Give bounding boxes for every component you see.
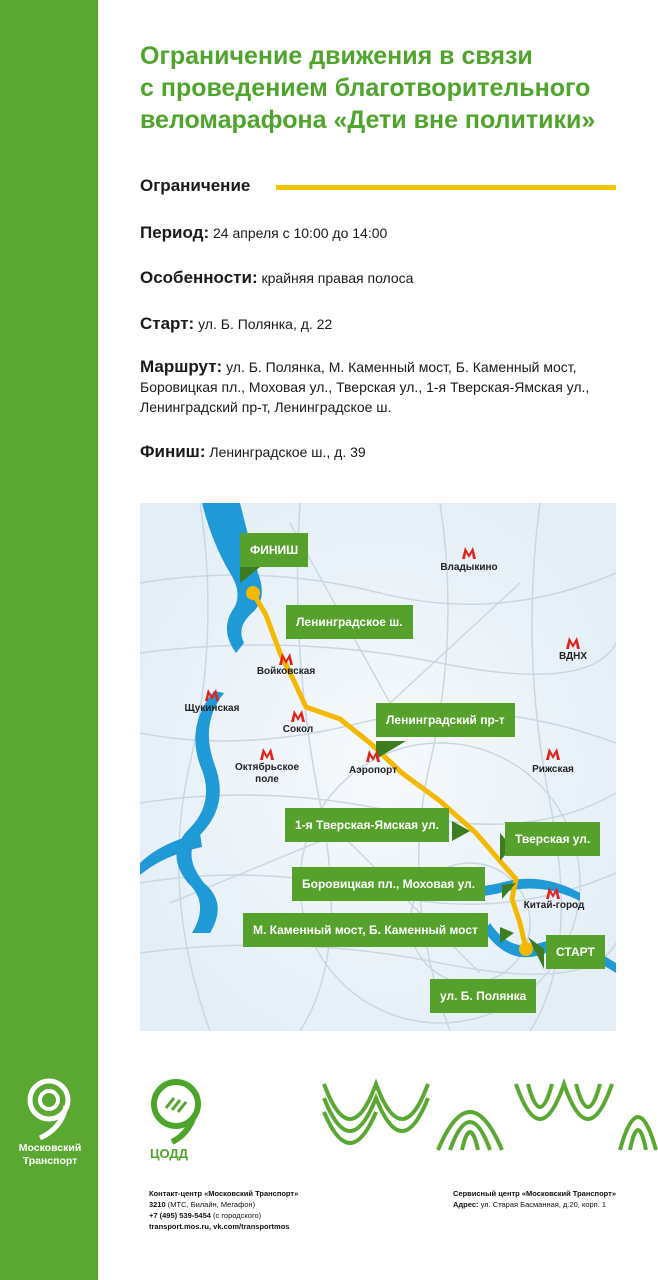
label-kamenny: М. Каменный мост, Б. Каменный мост (243, 913, 488, 947)
start-point (519, 942, 533, 956)
field-period-value: 24 апреля с 10:00 до 14:00 (213, 225, 388, 241)
field-start-value: ул. Б. Полянка, д. 22 (198, 316, 333, 332)
contact-phone-note: (с городского) (213, 1211, 262, 1220)
contact-short-note: (МТС, Билайн, Мегафон) (167, 1200, 256, 1209)
field-finish-label: Финиш: (140, 442, 206, 461)
contact-center-block (149, 1188, 439, 1232)
mt-logo-line-2: Транспорт (22, 1155, 78, 1167)
field-features (140, 268, 630, 288)
station-sokol: Сокол (282, 724, 314, 735)
station-oktyabrskoe: Октябрьское поле (234, 762, 300, 785)
title-line-2: с проведением благотворительного (140, 74, 591, 102)
field-route-label: Маршрут: (140, 357, 223, 376)
field-period (140, 223, 630, 243)
field-finish (140, 442, 630, 462)
station-vdnh: ВДНХ (558, 651, 588, 662)
service-title: Сервисный центр «Московский Транспорт» (453, 1189, 616, 1198)
mt-logo-line-1: Московский (18, 1142, 82, 1154)
codd-logo-icon (148, 1076, 204, 1146)
page-title (140, 40, 640, 136)
station-voykovskaya: Войковская (256, 666, 316, 677)
station-aeroport: Аэропорт (348, 765, 398, 776)
metro-icon-voykovskaya (279, 653, 293, 665)
field-features-value: крайняя правая полоса (261, 270, 414, 286)
label-tverskaya: Тверская ул. (505, 822, 600, 856)
contact-short-number: 3210 (149, 1200, 166, 1209)
section-underline (276, 185, 616, 190)
moscow-transport-logo-icon (22, 1076, 76, 1142)
metro-icon-sokol (291, 710, 305, 722)
field-period-label: Период: (140, 223, 210, 242)
service-center-block (453, 1188, 653, 1210)
station-rizhskaya: Рижская (532, 764, 574, 775)
section-label: Ограничение (140, 176, 251, 195)
service-address: ул. Старая Басманная, д.20, корп. 1 (480, 1200, 607, 1209)
contact-web[interactable]: transport.mos.ru, vk.com/transportmos (149, 1222, 290, 1231)
field-route-value: ул. Б. Полянка, М. Каменный мост, Б. Каменный мост, Боровицкая пл., Моховая ул., Тверская ул., 1-я Тверская-Ямская ул., Ленинградский пр-т, Ленинградское ш. (140, 359, 590, 415)
field-start-label: Старт: (140, 314, 195, 333)
label-start: СТАРТ (546, 935, 605, 969)
station-kitay-gorod: Китай-город (523, 900, 585, 911)
codd-logo-text: ЦОДД (150, 1146, 188, 1161)
field-start (140, 314, 630, 334)
finish-point (246, 586, 260, 600)
metro-icon-vladykino (462, 547, 476, 559)
field-route (140, 357, 622, 417)
metro-icon-oktyabrskoe (260, 748, 274, 760)
station-vladykino: Владыкино (440, 562, 498, 573)
title-line-1: Ограничение движения в связи (140, 42, 533, 70)
metro-icon-aeroport (366, 750, 380, 762)
field-features-label: Особенности: (140, 268, 258, 287)
field-finish-value: Ленинградское ш., д. 39 (209, 444, 366, 460)
green-sidebar (0, 0, 98, 1280)
contact-phone: +7 (495) 539-5454 (149, 1211, 211, 1220)
decorative-wave-pattern (320, 1074, 658, 1160)
label-tverskaya-yamskaya: 1-я Тверская-Ямская ул. (285, 808, 449, 842)
route-map (140, 503, 616, 1031)
metro-icon-vdnh (566, 637, 580, 649)
station-shchukinskaya: Щукинская (184, 703, 240, 714)
label-leningradsky: Ленинградский пр-т (376, 703, 515, 737)
section-header (140, 176, 618, 200)
service-address-label: Адрес: (453, 1200, 479, 1209)
metro-icon-kitay-gorod (546, 887, 560, 899)
label-polyanka: ул. Б. Полянка (430, 979, 536, 1013)
contact-title: Контакт-центр «Московский Транспорт» (149, 1189, 299, 1198)
title-line-3: веломарафона «Дети вне политики» (140, 106, 596, 134)
metro-icon-shchukinskaya (205, 689, 219, 701)
label-borovitskaya: Боровицкая пл., Моховая ул. (292, 867, 485, 901)
metro-icon-rizhskaya (546, 748, 560, 760)
label-leningradskoe: Ленинградское ш. (286, 605, 413, 639)
mt-logo-text (6, 1142, 94, 1168)
label-finish: ФИНИШ (240, 533, 308, 567)
